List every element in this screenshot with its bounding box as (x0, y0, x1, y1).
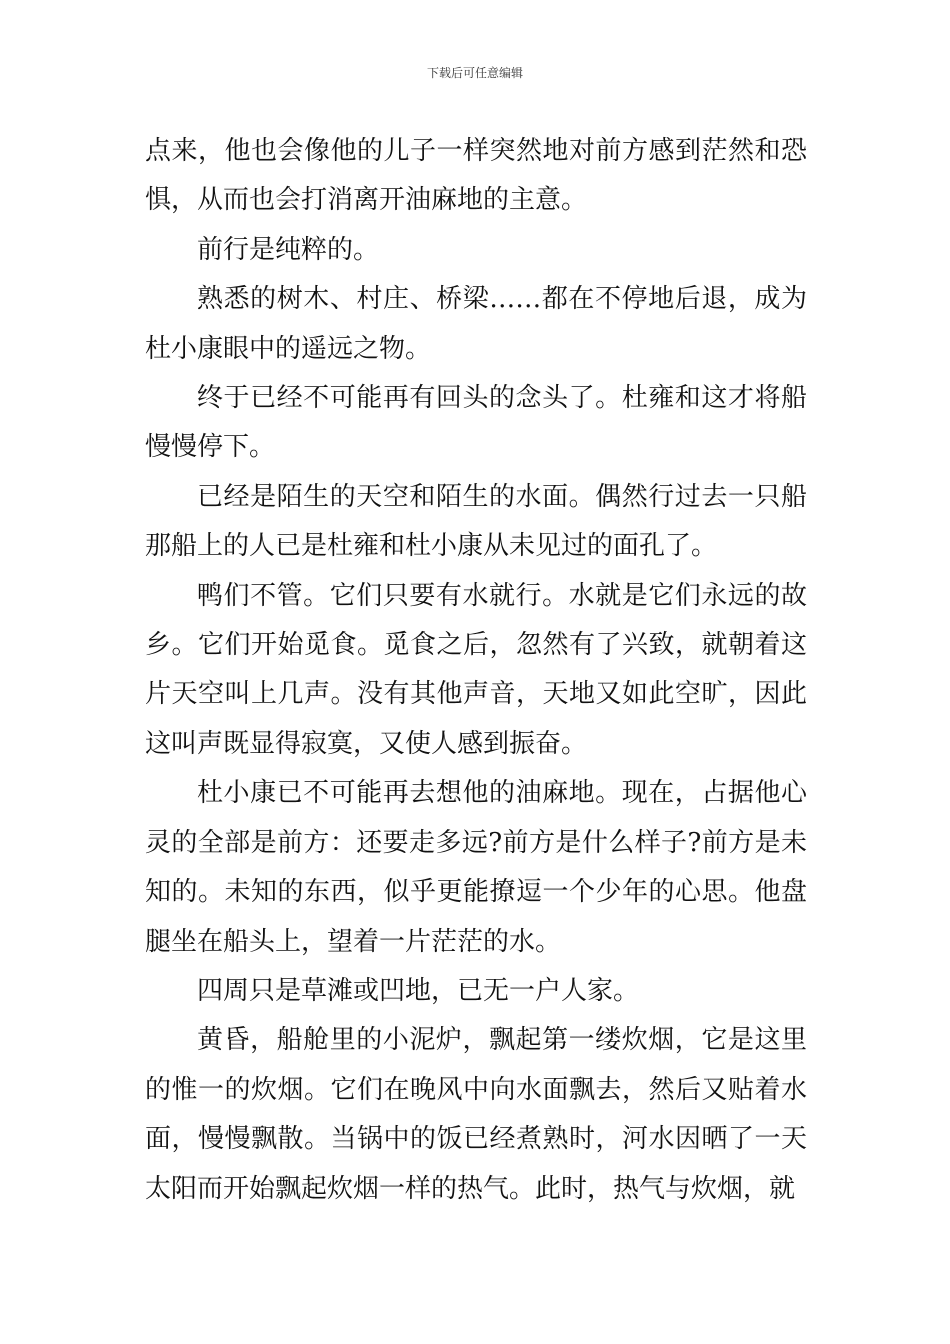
paragraph: 鸭们不管。它们只要有水就行。水就是它们永远的故乡。它们开始觅食。觅食之后，忽然有了兴致，就朝着这片天空叫上几声。没有其他声音，天地又如此空旷，因此这叫声既显得寂寞，又使人感到振奋。 (145, 580, 807, 759)
paragraph: 终于已经不可能再有回头的念头了。杜雍和这才将船慢慢停下。 (145, 383, 807, 463)
paragraph: 四周只是草滩或凹地，已无一户人家。 (197, 975, 640, 1006)
body-text (145, 127, 807, 1214)
paragraph: 黄昏，船舱里的小泥炉，飘起第一缕炊烟，它是这里的惟一的炊烟。它们在晚风中向水面飘去，然后又贴着水面，慢慢飘散。当锅中的饭已经煮熟时，河水因晒了一天太阳而开始飘起炊烟一样的热气。此时，热气与炊烟，就 (145, 1025, 807, 1204)
page-header: 下载后可任意编辑 (426, 66, 523, 80)
paragraph: 已经是陌生的天空和陌生的水面。偶然行过去一只船那船上的人已是杜雍和杜小康从未见过的面孔了。 (145, 481, 807, 562)
paragraph: 前行是纯粹的。 (197, 234, 380, 265)
paragraph: 点来，他也会像他的儿子一样突然地对前方感到茫然和恐惧，从而也会打消离开油麻地的主意。 (145, 136, 807, 216)
paragraph: 杜小康已不可能再去想他的油麻地。现在，占据他心灵的全部是前方：还要走多远?前方是什么样子?前方是未知的。未知的东西，似乎更能撩逗一个少年的心思。他盘腿坐在船头上，望着一片茫茫的水。 (145, 778, 807, 957)
paragraph: 熟悉的树木、村庄、桥梁……都在不停地后退，成为杜小康眼中的遥远之物。 (145, 284, 807, 364)
